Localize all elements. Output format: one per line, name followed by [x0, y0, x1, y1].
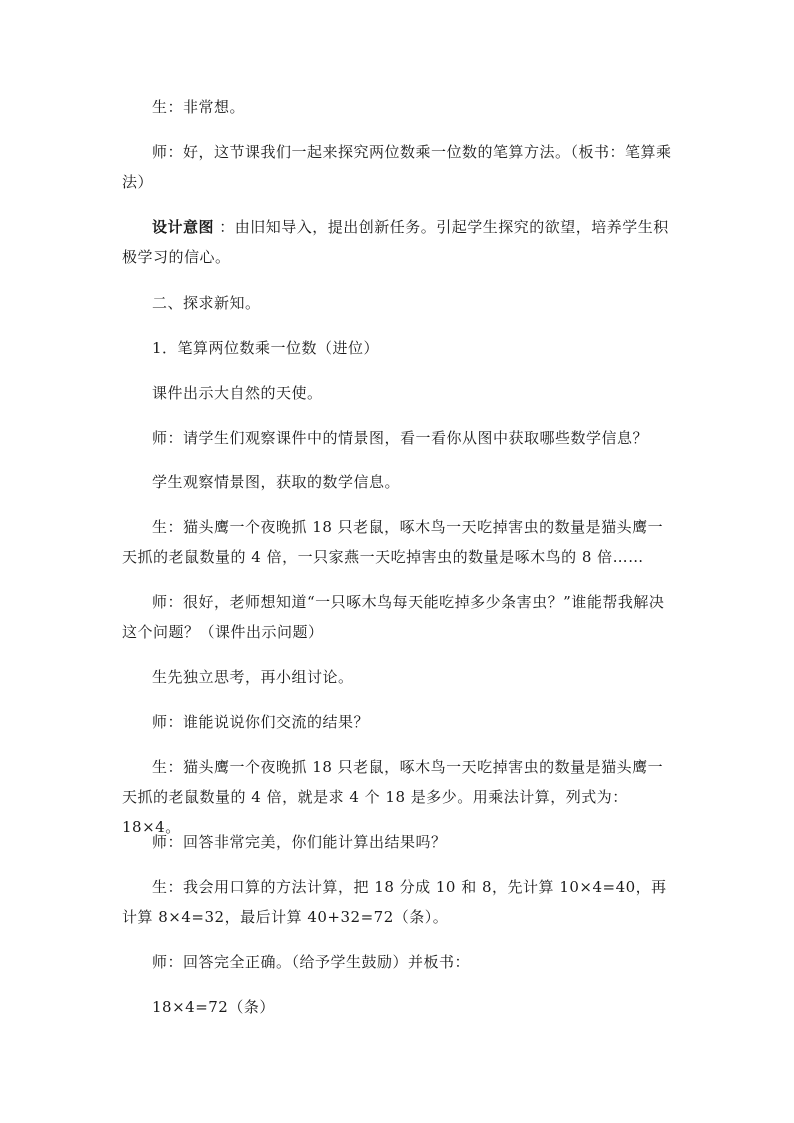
paragraph-6: 课件出示大自然的天使。	[152, 384, 323, 402]
paragraph-4: 二、探求新知。	[152, 294, 261, 312]
paragraph-11: 生先独立思考，再小组讨论。	[152, 668, 354, 686]
paragraph-16: 师：回答完全正确。（给予学生鼓励）并板书：	[152, 953, 471, 971]
paragraph-2: 师：好，这节课我们一起来探究两位数乘一位数的笔算方法。（板书：笔算乘法）	[122, 143, 672, 191]
paragraph-10: 师：很好，老师想知道“一只啄木鸟每天能吃掉多少条害虫？”谁能帮我解决这个问题？（课件出示问题）	[122, 593, 665, 641]
paragraph-5: 1．笔算两位数乘一位数（进位）	[152, 339, 380, 357]
paragraph-3	[122, 212, 677, 272]
design-intent-text: ：由旧知导入，提出创新任务。引起学生探究的欲望，培养学生积极学习的信心。	[122, 218, 669, 266]
design-intent-label: 设计意图	[152, 218, 215, 236]
paragraph-1: 生：非常想。	[152, 98, 246, 116]
paragraph-17: 18×4=72（条）	[152, 998, 275, 1016]
paragraph-9: 生：猫头鹰一个夜晚抓 18 只老鼠，啄木鸟一天吃掉害虫的数量是猫头鹰一天抓的老鼠数量的 4 倍，一只家燕一天吃掉害虫的数量是啄木鸟的 8 倍……	[122, 518, 664, 566]
paragraph-13: 生：猫头鹰一个夜晚抓 18 只老鼠，啄木鸟一天吃掉害虫的数量是猫头鹰一天抓的老鼠数量的 4 倍，就是求 4 个 18 是多少。用乘法计算，列式为：18×4。	[122, 758, 664, 836]
paragraph-12: 师：谁能说说你们交流的结果？	[152, 713, 370, 731]
paragraph-14: 师：回答非常完美，你们能计算出结果吗？	[152, 833, 447, 851]
paragraph-8: 学生观察情景图，获取的数学信息。	[152, 473, 401, 491]
paragraph-15: 生：我会用口算的方法计算，把 18 分成 10 和 8，先计算 10×4=40，再计算 8×4=32，最后计算 40+32=72（条）。	[122, 878, 667, 926]
paragraph-7: 师：请学生们观察课件中的情景图，看一看你从图中获取哪些数学信息？	[152, 429, 649, 447]
